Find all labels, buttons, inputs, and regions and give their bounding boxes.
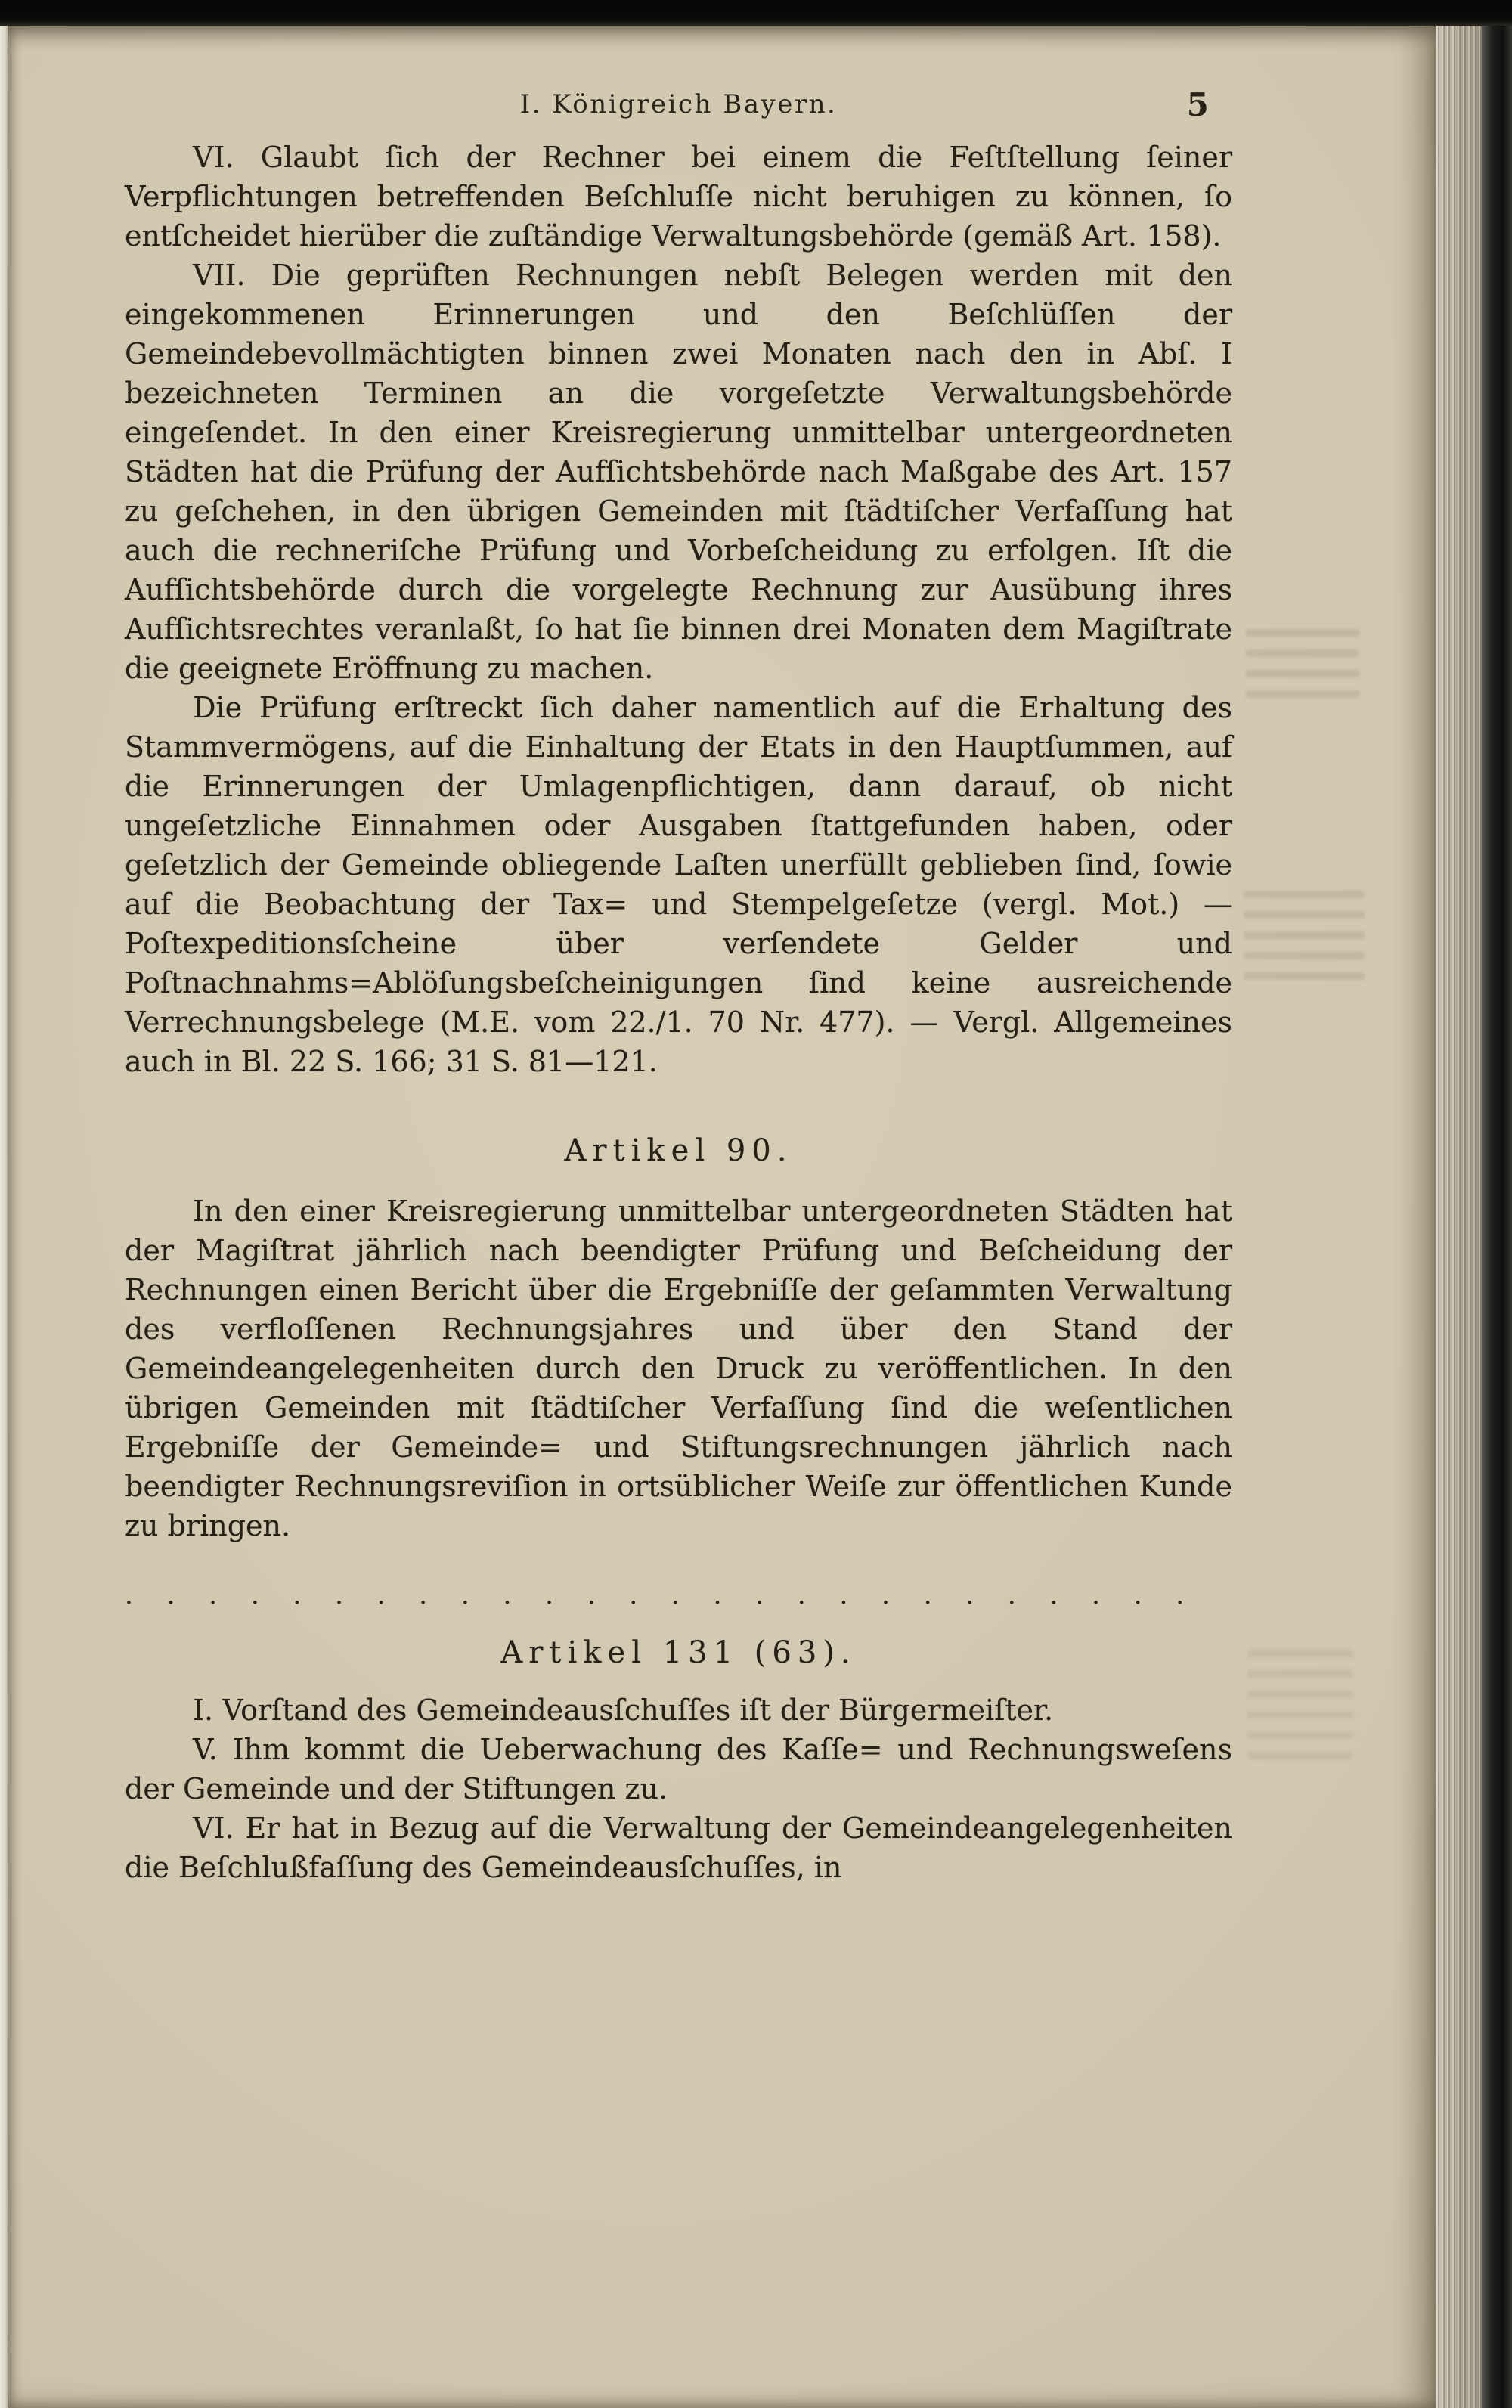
paragraph-pruefung: Die Prüfung erſtreckt ſich daher namentlich auf die Erhaltung des Stammvermögens, auf die Einhaltung der Etats in den Hauptſummen, auf die Erinnerungen der Umlagenpflichtigen, dann darauf, ob nicht ungeſetzliche Einnahmen oder Ausgaben ſtattgefunden haben, oder geſetzlich der Gemeinde obliegende Laſten unerfüllt geblieben ſind, ſowie auf die Beobachtung der Tax= und Stempelgeſetze (vergl. Mot.) — Poſtexpeditionsſcheine über verſendete Gelder und Poſtnachnahms=Ablöſungsbeſcheinigungen ſind keine ausreichende Verrechnungsbelege (M.E. vom 22./1. 70 Nr. 477). — Vergl. Allgemeines auch in Bl. 22 S. 166; 31 S. 81—121.	[125, 691, 1232, 1078]
heading-artikel-131: Artikel 131 (63).	[500, 1635, 857, 1670]
bleed-through-text	[1247, 1650, 1353, 1763]
paragraph-vi: VI. Glaubt ſich der Rechner bei einem die Feſtſtellung ſeiner Verpflichtungen betreffenden Beſchluſſe nicht beruhigen zu können, ſo entſcheidet hierüber die zuſtändige Verwaltungsbehörde (gemäß Art. 158).	[125, 141, 1232, 253]
page-header	[125, 86, 1232, 123]
book-page-stack-edge	[1436, 23, 1482, 2408]
running-title: I. Königreich Bayern.	[519, 89, 838, 119]
page-body	[125, 138, 1232, 1887]
scan-top-edge	[0, 0, 1512, 26]
paragraph-i-vorstand: I. Vorſtand des Gemeindeausſchuſſes iſt der Bürgermeiſter.	[193, 1694, 1054, 1727]
paragraph-vii: VII. Die geprüften Rechnungen nebſt Belegen werden mit den eingekommenen Erinnerungen und den Beſchlüſſen der Gemeindebevollmächtigten binnen zwei Monaten nach den in Abſ. I bezeichneten Terminen an die vorgeſetzte Verwaltungsbehörde eingeſendet. In den einer Kreisregierung unmittelbar untergeordneten Städten hat die Prüfung der Aufſichtsbehörde nach Maßgabe des Art. 157 zu geſchehen, in den übrigen Gemeinden mit ſtädtiſcher Verfaſſung hat auch die rechneriſche Prüfung und Vorbeſcheidung zu erfolgen. Iſt die Aufſichtsbehörde durch die vorgelegte Rechnung zur Ausübung ihres Aufſichtsrechtes veranlaßt, ſo hat ſie binnen drei Monaten dem Magiſtrate die geeignete Eröffnung zu machen.	[125, 259, 1232, 685]
bleed-through-text	[1244, 891, 1365, 987]
paragraph-v-ueberwachung: V. Ihm kommt die Ueberwachung des Kaſſe= und Rechnungsweſens der Gemeinde und der Stiftungen zu.	[125, 1733, 1232, 1805]
scan-left-edge	[0, 0, 8, 2408]
paragraph-vi-bezug: VI. Er hat in Bezug auf die Verwaltung der Gemeindeangelegenheiten die Beſchlußfaſſung des Gemeindeausſchuſſes, in	[125, 1811, 1232, 1884]
bleed-through-text	[1246, 629, 1359, 699]
dotted-separator: . . . . . . . . . . . . . . . . . . . . . . . . . .	[125, 1580, 1185, 1610]
scan-right-dark-edge	[1482, 0, 1512, 2408]
heading-artikel-90: Artikel 90.	[564, 1133, 793, 1168]
paragraph-artikel-90: In den einer Kreisregierung unmittelbar untergeordneten Städten hat der Magiſtrat jährlich nach beendigter Prüfung und Beſcheidung der Rechnungen einen Bericht über die Ergebniſſe der geſammten Verwaltung des verfloſſenen Rechnungsjahres und über den Stand der Gemeindeangelegenheiten durch den Druck zu veröffentlichen. In den übrigen Gemeinden mit ſtädtiſcher Verfaſſung ſind die weſentlichen Ergebniſſe der Gemeinde= und Stiftungsrechnungen jährlich nach beendigter Rechnungsreviſion in ortsüblicher Weiſe zur öffentlichen Kunde zu bringen.	[125, 1195, 1232, 1542]
page-number: 5	[1186, 86, 1210, 123]
